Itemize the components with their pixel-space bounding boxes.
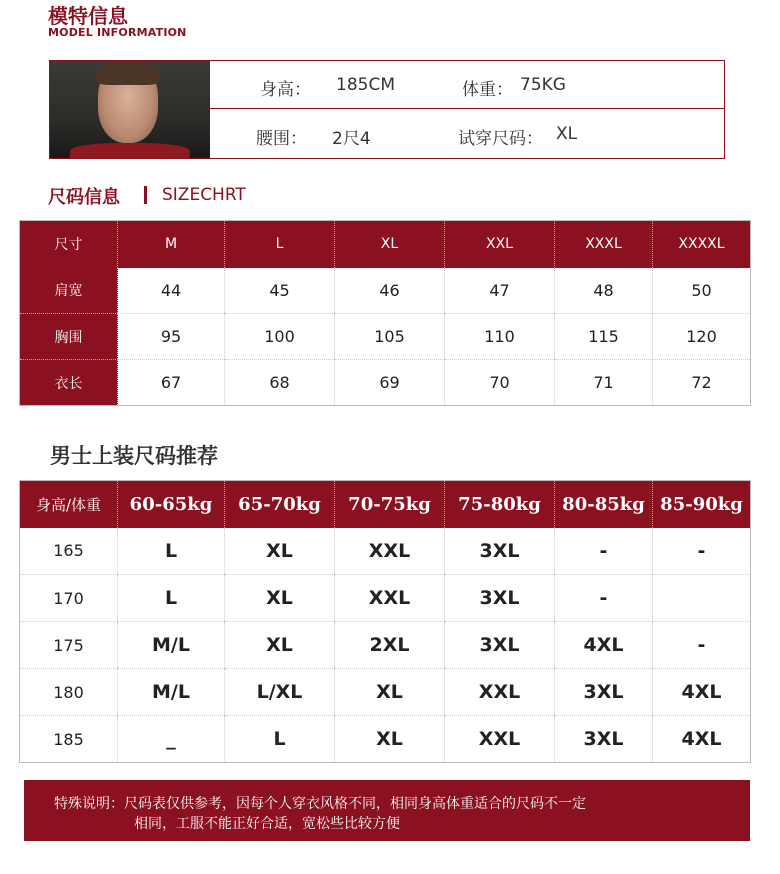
table-cell: 68: [225, 360, 335, 406]
table-cell: 3XL: [445, 575, 555, 622]
header-cell: L: [225, 221, 335, 268]
table-cell: L: [225, 716, 335, 763]
size-chart-header-row: [20, 221, 751, 268]
table-cell: M/L: [118, 669, 225, 716]
table-cell: -: [555, 575, 653, 622]
model-photo: [50, 61, 210, 158]
waist-value: 2尺4: [332, 129, 371, 149]
height-label: 身高：: [260, 80, 311, 100]
special-note-box: [24, 780, 750, 841]
table-cell: 70: [445, 360, 555, 406]
table-cell: XXL: [335, 528, 445, 575]
recommend-title: 男士上装尺码推荐: [50, 444, 218, 468]
table-cell: 50: [653, 268, 751, 314]
table-cell: L: [118, 575, 225, 622]
try-size-label: 试穿尺码：: [458, 129, 543, 149]
row-label: 165: [20, 528, 118, 575]
row-label: 衣长: [20, 360, 118, 406]
table-cell: 3XL: [555, 716, 653, 763]
table-cell: 46: [335, 268, 445, 314]
table-cell: XL: [225, 528, 335, 575]
table-cell: 95: [118, 314, 225, 360]
size-chart-table: [19, 220, 751, 406]
row-label: 180: [20, 669, 118, 716]
header-cell: 85-90kg: [653, 481, 751, 528]
header-cell: 80-85kg: [555, 481, 653, 528]
waist-label: 腰围：: [256, 129, 307, 149]
model-info-subtitle: MODEL INFORMATION: [48, 26, 187, 39]
table-row: [20, 268, 751, 314]
title-divider: [144, 186, 147, 204]
model-row-2: [210, 110, 724, 158]
row-label: 肩宽: [20, 268, 118, 314]
table-cell: XL: [335, 669, 445, 716]
table-cell: 44: [118, 268, 225, 314]
height-value: 185CM: [336, 75, 395, 95]
size-chart-subtitle: SIZECHRT: [162, 185, 246, 205]
table-cell: XXL: [335, 575, 445, 622]
table-row: [20, 669, 751, 716]
table-row: [20, 716, 751, 763]
header-cell: XXXL: [555, 221, 653, 268]
table-cell: 105: [335, 314, 445, 360]
table-cell: 71: [555, 360, 653, 406]
table-cell: 3XL: [445, 622, 555, 669]
table-row: [20, 360, 751, 406]
table-cell: 69: [335, 360, 445, 406]
header-cell: XXL: [445, 221, 555, 268]
header-cell: 身高/体重: [20, 481, 118, 528]
table-row: [20, 314, 751, 360]
table-cell: 4XL: [653, 716, 751, 763]
model-info-title: 模特信息: [48, 4, 128, 28]
table-cell: XXL: [445, 669, 555, 716]
header-cell: 60-65kg: [118, 481, 225, 528]
table-cell: -: [555, 528, 653, 575]
weight-label: 体重：: [462, 80, 513, 100]
model-row-1: [210, 61, 724, 109]
table-cell: 67: [118, 360, 225, 406]
table-cell: 47: [445, 268, 555, 314]
table-cell: L/XL: [225, 669, 335, 716]
table-cell: 2XL: [335, 622, 445, 669]
table-cell: 3XL: [445, 528, 555, 575]
table-cell: 120: [653, 314, 751, 360]
note-line-2: 相同，工服不能正好合适，宽松些比较方便: [134, 816, 400, 832]
weight-value: 75KG: [520, 75, 566, 95]
row-label: 胸围: [20, 314, 118, 360]
try-size-value: XL: [556, 124, 578, 144]
table-cell: 45: [225, 268, 335, 314]
table-row: [20, 622, 751, 669]
table-cell: _: [118, 716, 225, 763]
size-chart-title: 尺码信息: [48, 187, 120, 208]
row-label: 175: [20, 622, 118, 669]
header-cell: XL: [335, 221, 445, 268]
table-cell: -: [653, 622, 751, 669]
table-cell: 48: [555, 268, 653, 314]
recommend-table: [19, 480, 751, 763]
row-label: 170: [20, 575, 118, 622]
table-cell: 72: [653, 360, 751, 406]
table-cell: XL: [225, 622, 335, 669]
header-cell: XXXXL: [653, 221, 751, 268]
table-cell: 100: [225, 314, 335, 360]
table-cell: [653, 575, 751, 622]
table-cell: XL: [335, 716, 445, 763]
header-cell: 65-70kg: [225, 481, 335, 528]
table-cell: 4XL: [555, 622, 653, 669]
header-cell: 75-80kg: [445, 481, 555, 528]
table-cell: 115: [555, 314, 653, 360]
table-cell: 3XL: [555, 669, 653, 716]
table-cell: XL: [225, 575, 335, 622]
table-cell: L: [118, 528, 225, 575]
row-label: 185: [20, 716, 118, 763]
table-cell: -: [653, 528, 751, 575]
table-cell: 110: [445, 314, 555, 360]
table-row: [20, 575, 751, 622]
table-cell: XXL: [445, 716, 555, 763]
model-info-box: [49, 60, 725, 159]
table-cell: 4XL: [653, 669, 751, 716]
recommend-header-row: [20, 481, 751, 528]
header-cell: 尺寸: [20, 221, 118, 268]
table-cell: M/L: [118, 622, 225, 669]
note-line-1: 特殊说明：尺码表仅供参考，因每个人穿衣风格不同，相同身高体重适合的尺码不一定: [54, 796, 586, 812]
header-cell: 70-75kg: [335, 481, 445, 528]
table-row: [20, 528, 751, 575]
header-cell: M: [118, 221, 225, 268]
